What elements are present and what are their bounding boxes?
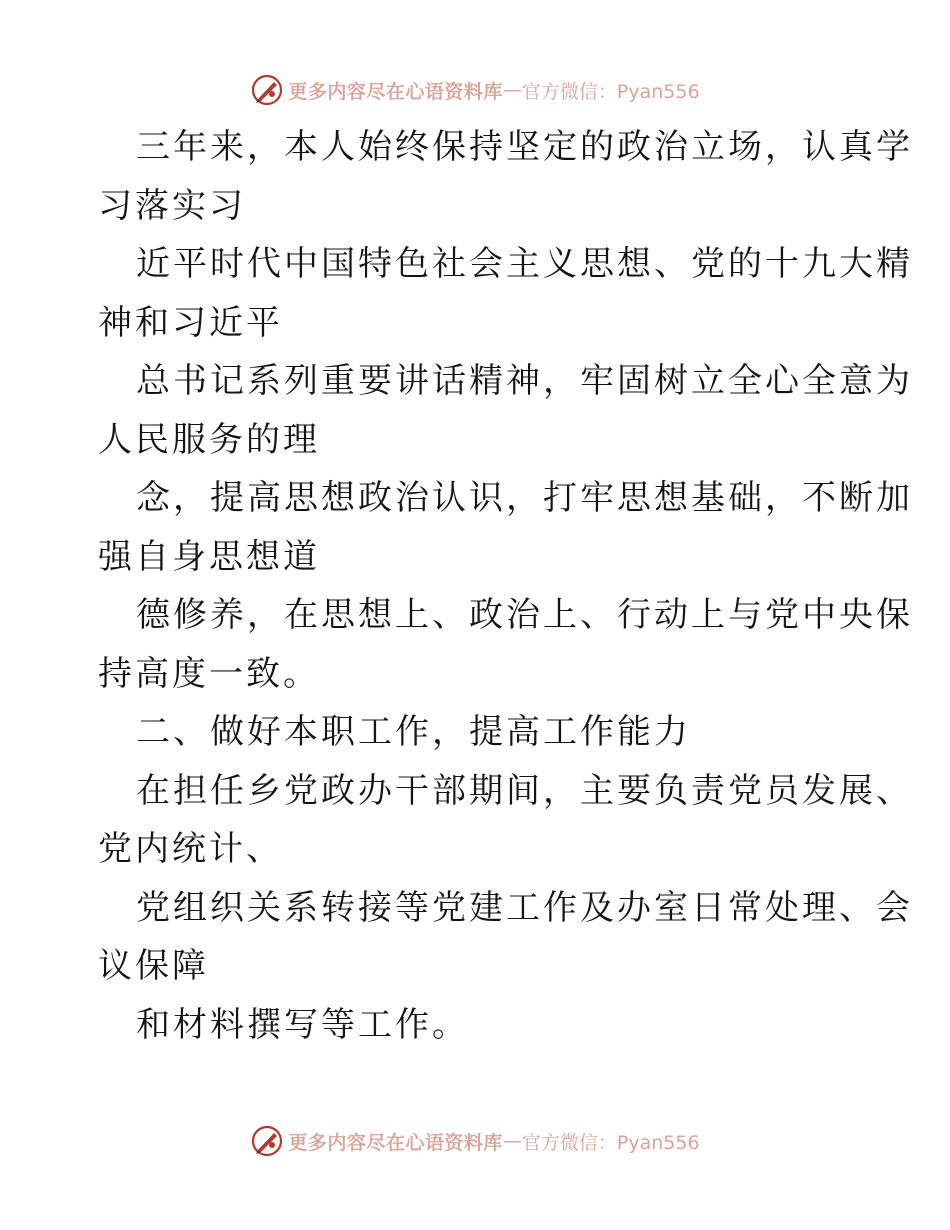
watermark-wechat: 官方微信：Pyan556 xyxy=(521,80,700,103)
header-watermark xyxy=(0,70,950,110)
seal-pen-icon xyxy=(250,1124,284,1158)
seal-pen-icon xyxy=(250,73,284,107)
paragraph-line: 总书记系列重要讲话精神，牢固树立全心全意为 xyxy=(136,361,913,401)
document-body xyxy=(98,118,913,1054)
paragraph-line: 神和习近平 xyxy=(98,302,283,343)
watermark-brand: 更多内容尽在心语资料库 xyxy=(288,80,503,103)
paragraph-line: 三年来，本人始终保持坚定的政治立场，认真学 xyxy=(136,127,913,167)
watermark-brand: 更多内容尽在心语资料库 xyxy=(288,1131,503,1154)
paragraph-line: 近平时代中国特色社会主义思想、党的十九大精 xyxy=(136,244,913,284)
watermark-separator: — xyxy=(502,79,522,101)
paragraph-line: 持高度一致。 xyxy=(98,653,320,694)
paragraph-line: 人民服务的理 xyxy=(98,419,320,460)
section-heading: 二、做好本职工作，提高工作能力 xyxy=(136,712,691,752)
paragraph-line: 党内统计、 xyxy=(98,829,283,869)
footer-watermark xyxy=(0,1121,950,1161)
paragraph-line: 习落实习 xyxy=(98,185,246,226)
paragraph-line: 在担任乡党政办干部期间，主要负责党员发展、 xyxy=(136,770,913,811)
paragraph-line: 德修养，在思想上、政治上、行动上与党中央保 xyxy=(136,595,913,635)
paragraph-line: 念，提高思想政治认识，打牢思想基础，不断加 xyxy=(136,478,913,518)
paragraph-line: 强自身思想道 xyxy=(98,536,320,577)
paragraph-line: 和材料撰写等工作。 xyxy=(136,1004,469,1045)
watermark-wechat: 官方微信：Pyan556 xyxy=(521,1131,700,1154)
paragraph-line: 党组织关系转接等党建工作及办室日常处理、会 xyxy=(136,887,913,928)
watermark-separator: — xyxy=(502,1130,522,1152)
paragraph-line: 议保障 xyxy=(98,946,209,986)
